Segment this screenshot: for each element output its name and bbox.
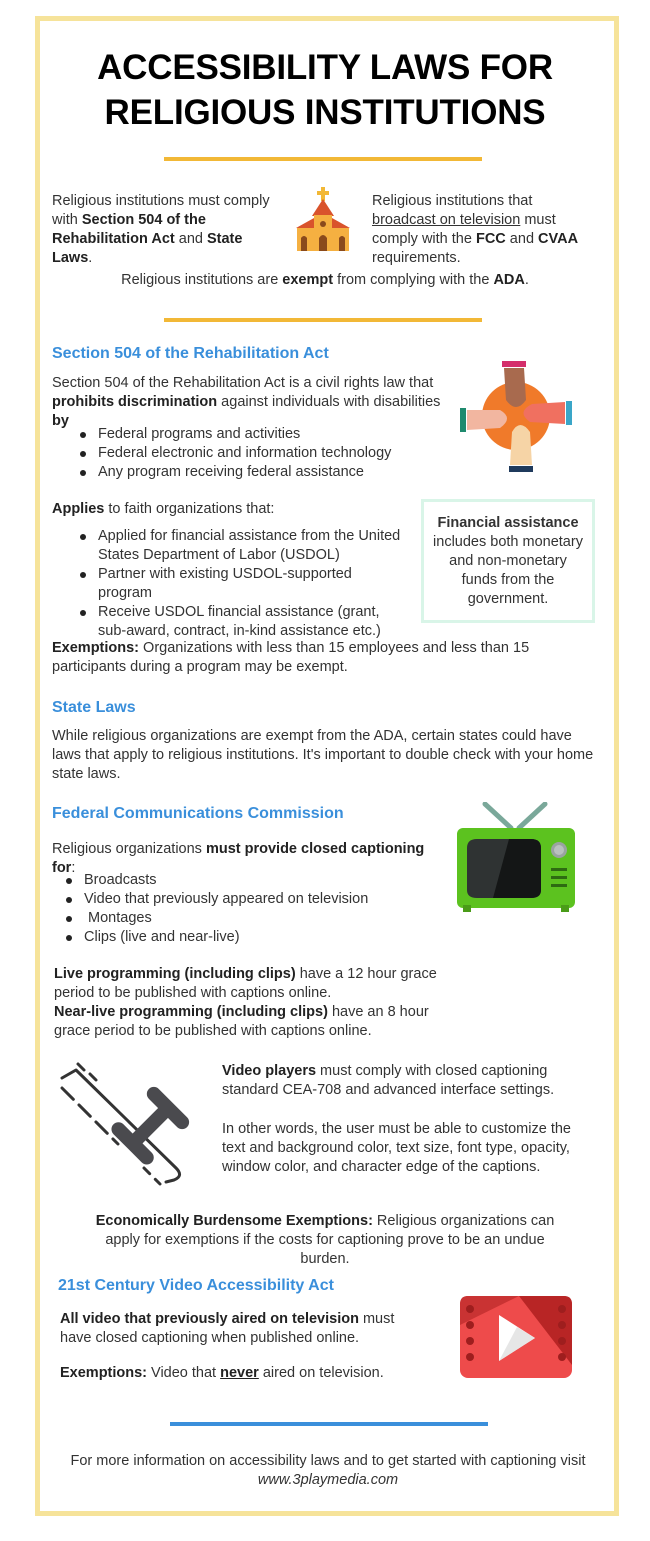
list-item: Partner with existing USDOL-supported program — [52, 565, 404, 603]
page-title-line1: ACCESSIBILITY LAWS FOR — [97, 48, 553, 87]
burden-exemptions-text: Economically Burdensome Exemptions: Religious organizations can apply for exemptions if the costs for captioning prove to be an undue burden. — [95, 1213, 555, 1267]
footer-text: For more information on accessibility laws and to get started with captioning visit — [70, 1453, 586, 1469]
fcc-paragraph: Religious organizations must provide closed captioning for: — [52, 841, 425, 876]
tv-icon — [453, 802, 578, 914]
divider — [164, 157, 482, 161]
section504-exemptions: Exemptions: Organizations with less than 15 employees and less than 15 participants during a program may be exempt. — [52, 640, 530, 675]
state-laws-heading: State Laws — [52, 699, 136, 716]
list-item: Applied for financial assistance from the United States Department of Labor (USDOL) — [52, 527, 404, 565]
footer-divider — [170, 1422, 488, 1426]
list-item: Any program receiving federal assistance — [52, 463, 432, 482]
church-icon — [292, 186, 354, 252]
section504-list — [52, 425, 432, 482]
cvaa-heading: 21st Century Video Accessibility Act — [58, 1277, 334, 1294]
fcc-heading: Federal Communications Commission — [52, 805, 344, 822]
state-laws-paragraph: While religious organizations are exempt from the ADA, certain states could have laws that apply to religious institutions. It's important to double check with your home state laws. — [52, 728, 594, 782]
list-item: Receive USDOL financial assistance (grant, sub-award, contract, in-kind assistance etc.) — [52, 603, 404, 641]
near-live-programming-text: Near-live programming (including clips) have an 8 hour grace period to be published with captions online. — [54, 1004, 429, 1039]
page-title-line2: RELIGIOUS INSTITUTIONS — [104, 93, 546, 132]
cvaa-exemptions: Exemptions: Video that never aired on television. — [60, 1365, 384, 1381]
applies-list — [52, 527, 404, 641]
ada-exempt-text: Religious institutions are exempt from complying with the ADA. — [121, 272, 529, 288]
fcc-list — [52, 871, 432, 947]
box-text: includes both monetary and non-monetary funds from the government. — [433, 533, 583, 607]
list-item: Federal programs and activities — [52, 425, 432, 444]
financial-assistance-box — [421, 499, 595, 623]
other-words-text: In other words, the user must be able to customize the text and background color, text size, font type, opacity, window color, and character edge of the captions. — [222, 1121, 571, 1175]
caption-cursor-icon — [56, 1060, 196, 1190]
section504-heading: Section 504 of the Rehabilitation Act — [52, 345, 329, 362]
video-players-text: Video players must comply with closed captioning standard CEA-708 and advanced interface settings. — [222, 1063, 555, 1098]
applies-text: Applies to faith organizations that: — [52, 501, 275, 517]
cvaa-paragraph: All video that previously aired on television must have closed captioning when published online. — [60, 1311, 395, 1346]
hands-icon — [458, 360, 574, 474]
intro-right-text: Religious institutions that broadcast on television must comply with the FCC and CVAA requirements. — [372, 193, 579, 266]
list-item: Clips (live and near-live) — [52, 928, 432, 947]
video-play-icon — [459, 1295, 573, 1379]
footer-link[interactable]: www.3playmedia.com — [257, 1472, 399, 1488]
divider — [164, 318, 482, 322]
list-item: Broadcasts — [52, 871, 432, 890]
list-item: Video that previously appeared on television — [52, 890, 432, 909]
box-heading: Financial assistance — [437, 514, 579, 531]
list-item: Montages — [52, 909, 432, 928]
live-programming-text: Live programming (including clips) have a 12 hour grace period to be published with captions online. — [54, 966, 437, 1001]
section504-paragraph: Section 504 of the Rehabilitation Act is a civil rights law that prohibits discrimination against individuals with disabilities by — [52, 375, 441, 429]
intro-left-text: Religious institutions must comply with Section 504 of the Rehabilitation Act and State Laws. — [52, 193, 270, 266]
list-item: Federal electronic and information technology — [52, 444, 432, 463]
